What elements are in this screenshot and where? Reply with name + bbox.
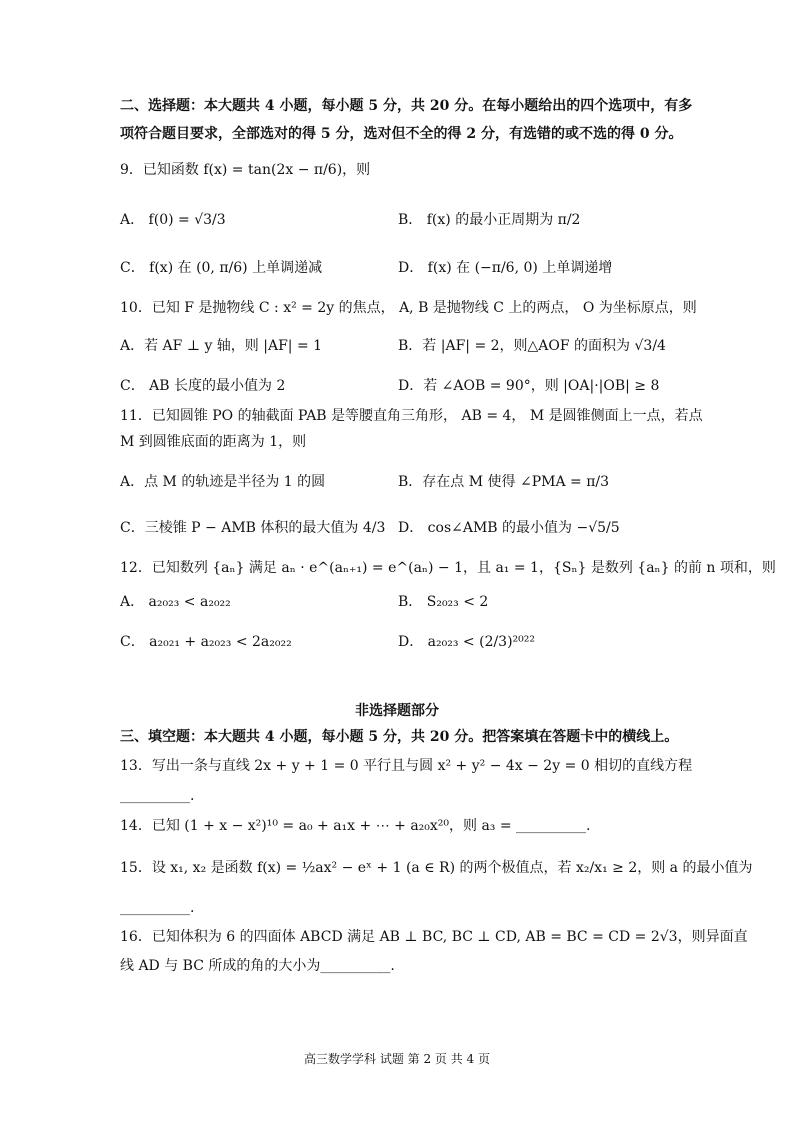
q13-line2: __________. xyxy=(120,788,195,804)
section2-heading-line2: 项符合题目要求，全部选对的得 5 分，选对但不全的得 2 分，有选错的或不选的得 0 分。 xyxy=(120,126,683,142)
q15-line1: 15．设 x₁, x₂ 是函数 f(x) = ½ax² − eˣ + 1 (a ∈ R) 的两个极值点，若 x₂/x₁ ≥ 2，则 a 的最小值为 xyxy=(120,860,753,876)
q12-option-b: B． S₂₀₂₃ < 2 xyxy=(398,594,489,610)
q9-option-c: C． f(x) 在 (0, π/6) 上单调递减 xyxy=(120,260,323,276)
nonchoice-title: 非选择题部分 xyxy=(355,703,439,719)
section3-heading: 三、填空题：本大题共 4 小题，每小题 5 分，共 20 分。把答案填在答题卡中的横线上。 xyxy=(120,729,679,745)
section2-heading-line1: 二、选择题：本大题共 4 小题，每小题 5 分，共 20 分。在每小题给出的四个选项中，有多 xyxy=(120,98,693,114)
q11-option-b: B．存在点 M 使得 ∠PMA = π/3 xyxy=(398,474,610,490)
q12-stem: 12．已知数列 {aₙ} 满足 aₙ · e^(aₙ₊₁) = e^(aₙ) − 1，且 a₁ = 1，{Sₙ} 是数列 {aₙ} 的前 n 项和，则 xyxy=(120,560,776,576)
page-footer: 高三数学学科 试题 第 2 页 共 4 页 xyxy=(304,1052,490,1066)
q10-option-c: C． AB 长度的最小值为 2 xyxy=(120,378,286,394)
q9-option-b: B． f(x) 的最小正周期为 π/2 xyxy=(398,212,581,228)
q10-option-a: A．若 AF ⊥ y 轴，则 |AF| = 1 xyxy=(120,338,323,354)
q15-line2: __________. xyxy=(120,900,195,916)
q10-option-d: D．若 ∠AOB = 90°，则 |OA|·|OB| ≥ 8 xyxy=(398,378,660,394)
q10-option-b: B．若 |AF| = 2，则△AOF 的面积为 √3/4 xyxy=(398,338,666,354)
q12-option-c: C． a₂₀₂₁ + a₂₀₂₃ < 2a₂₀₂₂ xyxy=(120,634,292,650)
q11-stem-line1: 11．已知圆锥 PO 的轴截面 PAB 是等腰直角三角形， AB = 4， M 是圆锥侧面上一点，若点 xyxy=(120,408,703,424)
q11-option-a: A．点 M 的轨迹是半径为 1 的圆 xyxy=(120,474,326,490)
q11-stem-line2: M 到圆锥底面的距离为 1，则 xyxy=(120,434,307,450)
q10-stem: 10．已知 F 是抛物线 C : x² = 2y 的焦点， A, B 是抛物线 C 上的两点， O 为坐标原点，则 xyxy=(120,300,697,316)
q16-line1: 16．已知体积为 6 的四面体 ABCD 满足 AB ⊥ BC, BC ⊥ CD, AB = BC = CD = 2√3，则异面直 xyxy=(120,929,748,945)
q9-option-d: D． f(x) 在 (−π/6, 0) 上单调递增 xyxy=(398,260,613,276)
q12-option-a: A． a₂₀₂₃ < a₂₀₂₂ xyxy=(120,594,231,610)
q9-stem: 9．已知函数 f(x) = tan(2x − π/6)，则 xyxy=(120,162,371,178)
q13-line1: 13．写出一条与直线 2x + y + 1 = 0 平行且与圆 x² + y² − 4x − 2y = 0 相切的直线方程 xyxy=(120,758,693,774)
q14: 14．已知 (1 + x − x²)¹⁰ = a₀ + a₁x + ⋯ + a₂₀x²⁰，则 a₃ = __________. xyxy=(120,818,591,834)
q11-option-d: D． cos∠AMB 的最小值为 −√5/5 xyxy=(398,520,620,536)
q11-option-c: C．三棱锥 P − AMB 体积的最大值为 4/3 xyxy=(120,520,386,536)
q16-line2: 线 AD 与 BC 所成的角的大小为__________. xyxy=(120,958,395,974)
q12-option-d: D． a₂₀₂₃ < (2/3)²⁰²² xyxy=(398,634,536,650)
q9-option-a: A． f(0) = √3/3 xyxy=(120,212,226,228)
